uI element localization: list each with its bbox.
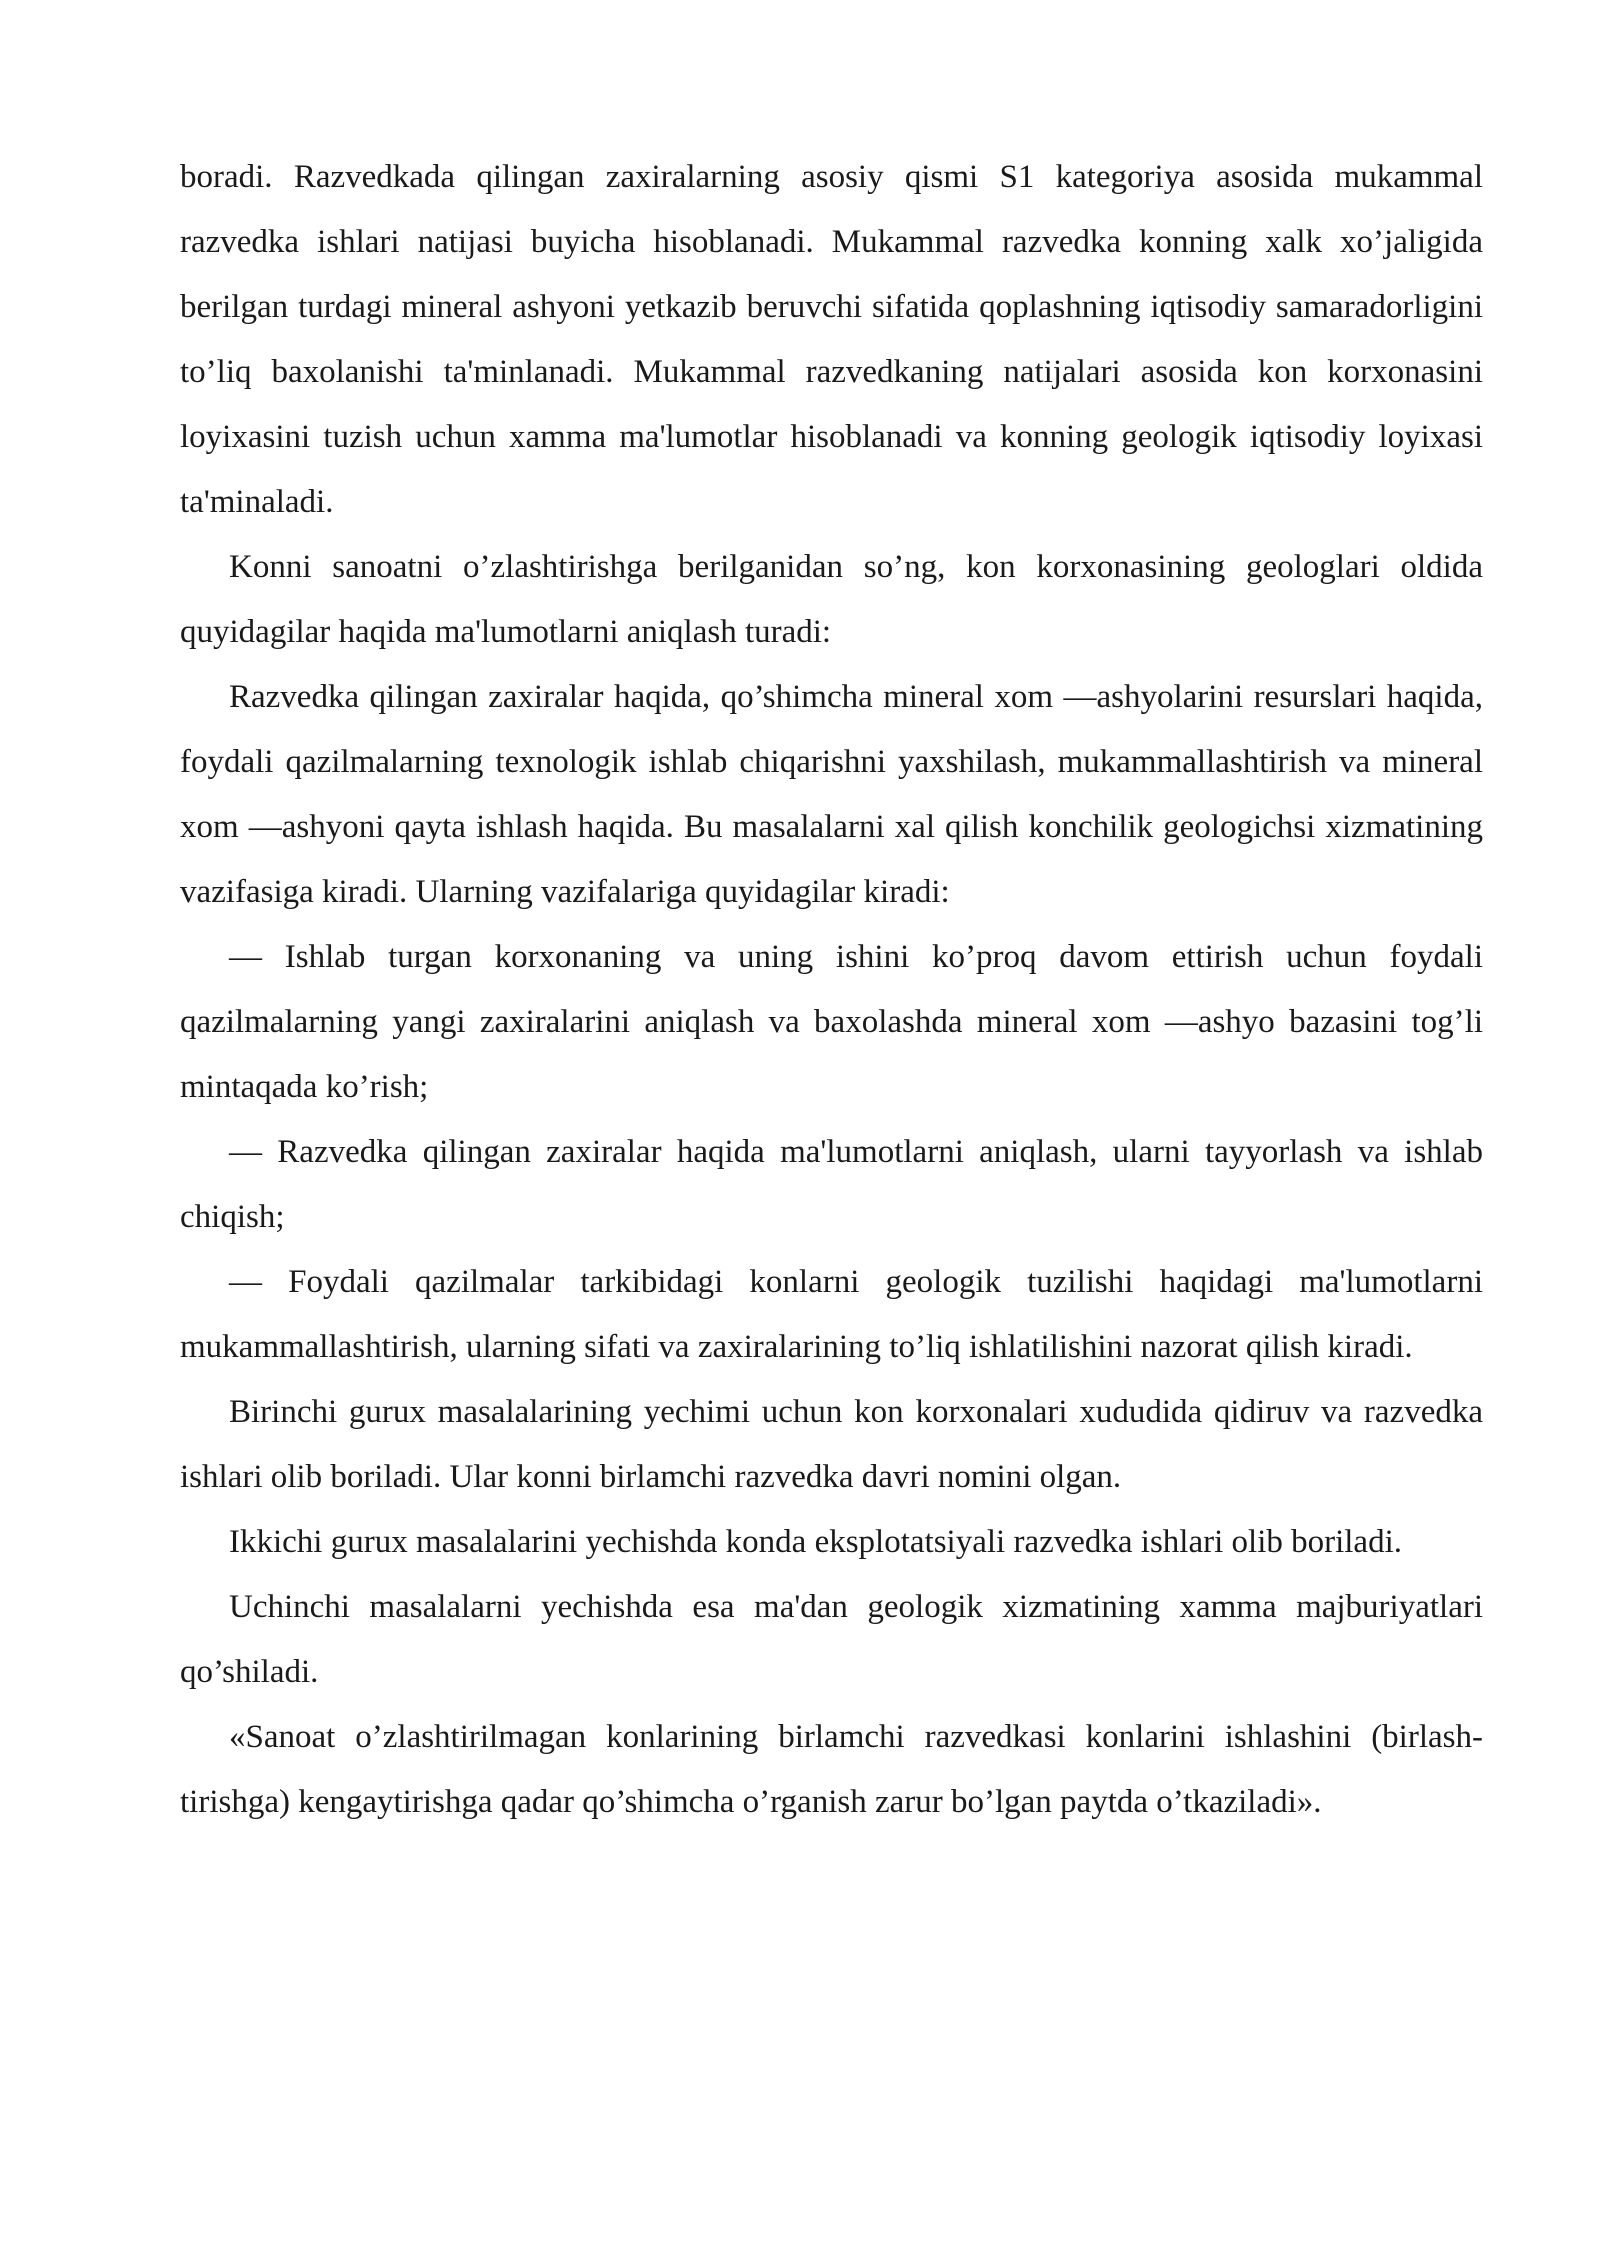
paragraph: Razvedka qilingan zaxiralar haqida, qo’shimcha mineral xom —ashyolarini resurslari haqida, foydali qazilmalarning texnologik ishlab chiqarishni yaxshilash, mukammallashtirish va mineral xom —ashyoni qayta ishlash haqida. Bu masalalarni xal qilish konchilik geologichsi xizmatining vazifasiga kiradi. Ularning vazifalariga quyidagilar kiradi: (180, 679, 1483, 910)
list-item-paragraph: — Ishlab turgan korxonaning va uning ishini ko’proq davom ettirish uchun foydali qazilmalarning yangi zaxiralarini aniqlash va baxolashda mineral xom —ashyo bazasini tog’li mintaqada ko’rish; (180, 939, 1483, 1105)
list-item-paragraph: — Foydali qazilmalar tarkibidagi konlarni geologik tuzilishi haqidagi ma'lumotlarni mukammallashtirish, ularning sifati va zaxiralarining to’liq ishlatilishini nazorat qilish kiradi. (180, 1264, 1483, 1365)
paragraph: Ikkichi gurux masalalarini yechishda konda eksplotatsiyali razvedka ishlari olib boriladi. (229, 1524, 1402, 1560)
quote-paragraph: «Sanoat o’zlashtirilmagan konlarining birlamchi razvedkasi konlarini ishlashini (birlash-tirishga) kengaytirishga qadar qo’shimcha o’rganish zarur bo’lgan paytda o’tkaziladi». (180, 1719, 1483, 1820)
document-body (180, 145, 1483, 1835)
paragraph: Birinchi gurux masalalarining yechimi uchun kon korxonalari xududida qidiruv va razvedka ishlari olib boriladi. Ular konni birlamchi razvedka davri nomini olgan. (180, 1394, 1483, 1495)
paragraph: Konni sanoatni o’zlashtirishga berilganidan so’ng, kon korxonasining geologlari oldida quyidagilar haqida ma'lumotlarni aniqlash turadi: (180, 549, 1483, 650)
paragraph: Uchinchi masalalarni yechishda esa ma'dan geologik xizmatining xamma majburiyatlari qo’shiladi. (180, 1589, 1483, 1690)
list-item-paragraph: — Razvedka qilingan zaxiralar haqida ma'lumotlarni aniqlash, ularni tayyorlash va ishlab chiqish; (180, 1134, 1483, 1235)
paragraph-continuation: boradi. Razvedkada qilingan zaxiralarning asosiy qismi S1 kategoriya asosida mukammal razvedka ishlari natijasi buyicha hisoblanadi. Mukammal razvedka konning xalk xo’jaligida berilgan turdagi mineral ashyoni yetkazib beruvchi sifatida qoplashning iqtisodiy samaradorligini to’liq baxolanishi ta'minlanadi. Mukammal razvedkaning natijalari asosida kon korxonasini loyixasini tuzish uchun xamma ma'lumotlar hisoblanadi va konning geologik iqtisodiy loyixasi ta'minaladi. (180, 159, 1483, 520)
